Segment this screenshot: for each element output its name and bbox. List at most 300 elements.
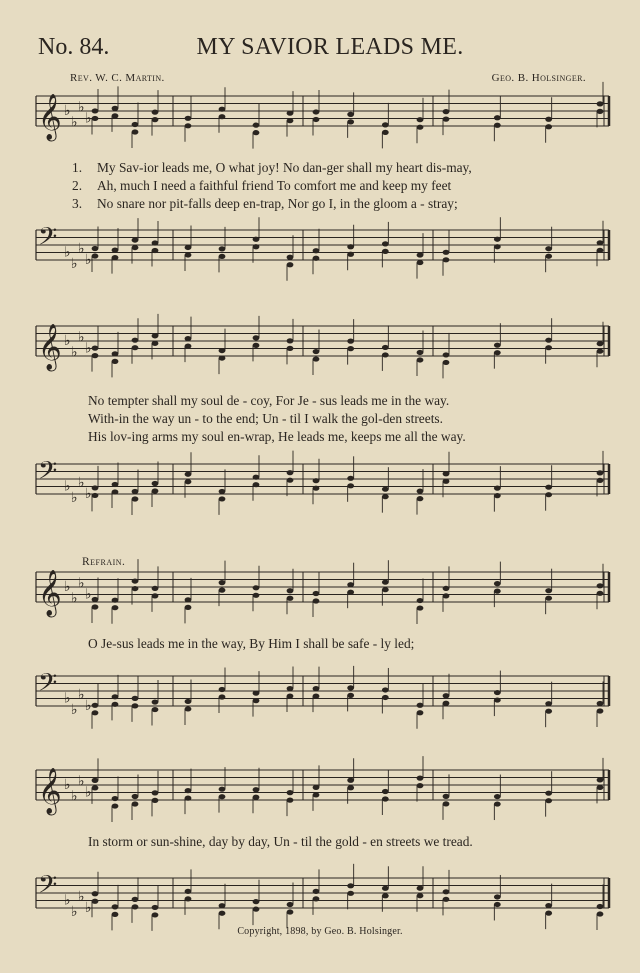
note-head (92, 710, 99, 715)
bass-staff-system-4 (0, 866, 640, 926)
note-head (287, 346, 294, 351)
note-head (382, 580, 389, 585)
note-head (597, 248, 604, 253)
note-head (597, 349, 604, 354)
refrain-line-1: O Je-sus leads me in the way, By Him I shall be safe - ly led; (88, 636, 415, 651)
note-head (347, 112, 354, 117)
note-head (132, 489, 139, 494)
note-head (417, 350, 424, 355)
note-head (219, 588, 226, 593)
note-head (132, 801, 139, 806)
note-head (545, 492, 552, 497)
note-head (494, 123, 501, 128)
note-head (417, 598, 424, 603)
note-head (152, 790, 159, 795)
note-head (185, 796, 192, 801)
treble-staff-system-3 (0, 560, 640, 620)
note-head (152, 707, 159, 712)
note-head (112, 694, 119, 699)
note-head (253, 698, 260, 703)
note-head (545, 791, 552, 796)
note-head (152, 488, 159, 493)
note-head (253, 343, 260, 348)
note-head (253, 475, 260, 480)
note-head (494, 794, 501, 799)
note-head (219, 114, 226, 119)
note-head (112, 803, 119, 808)
note-head (92, 493, 99, 498)
note-head (112, 796, 119, 801)
note-head (597, 470, 604, 475)
note-head (417, 893, 424, 898)
note-head (132, 578, 139, 583)
note-head (313, 896, 320, 901)
note-head (92, 597, 99, 602)
hymn-number: No. 84. (38, 34, 110, 60)
flat-icon: ♭ (71, 255, 78, 272)
note-head (219, 580, 226, 585)
note-head (347, 346, 354, 351)
note-head (545, 701, 552, 706)
note-head (597, 701, 604, 706)
note-head (545, 124, 552, 129)
note-head (443, 794, 450, 799)
note-head (287, 338, 294, 343)
note-head (347, 693, 354, 698)
bass-clef-icon: 𝄢 (38, 668, 58, 704)
note-head (92, 703, 99, 708)
note-head (313, 694, 320, 699)
treble-staff-system-4 (0, 758, 640, 818)
note-head (313, 117, 320, 122)
flat-icon: ♭ (85, 340, 92, 357)
note-head (313, 785, 320, 790)
note-head (152, 117, 159, 122)
note-head (253, 130, 260, 135)
verse-3-line-2: His lov-ing arms my soul en-wrap, He leads me, keeps me all the way. (88, 429, 466, 444)
note-head (597, 911, 604, 916)
note-head (152, 912, 159, 917)
note-head (494, 486, 501, 491)
note-head (382, 789, 389, 794)
note-head (382, 352, 389, 357)
note-head (132, 122, 139, 127)
note-head (132, 586, 139, 591)
note-head (417, 886, 424, 891)
flat-icon: ♭ (85, 486, 92, 502)
note-head (219, 694, 226, 699)
note-head (347, 476, 354, 481)
note-head (185, 116, 192, 121)
note-head (287, 478, 294, 483)
note-head (443, 593, 450, 598)
note-head (382, 695, 389, 700)
note-head (443, 701, 450, 706)
note-head (152, 481, 159, 486)
note-head (443, 352, 450, 357)
note-head (313, 256, 320, 261)
lyricist-credit: Rev. W. C. Martin. (70, 72, 165, 84)
note-head (597, 777, 604, 782)
note-head (443, 360, 450, 365)
bass-staff-system-2 (0, 452, 640, 512)
note-head (313, 598, 320, 603)
flat-icon: ♭ (71, 701, 78, 718)
note-head (347, 582, 354, 587)
bass-clef-icon: 𝄢 (38, 456, 58, 492)
note-head (545, 709, 552, 714)
note-head (185, 336, 192, 341)
note-head (253, 123, 260, 128)
note-head (92, 116, 99, 121)
note-head (382, 587, 389, 592)
note-head (313, 792, 320, 797)
flat-icon: ♭ (78, 240, 85, 257)
note-head (597, 785, 604, 790)
note-head (132, 245, 139, 250)
note-head (112, 904, 119, 909)
copyright-notice: Copyright, 1898, by Geo. B. Holsinger. (237, 926, 403, 937)
verse-3-line-1: No snare nor pit-falls deep en-trap, Nor go I, in the gloom a - stray; (97, 196, 458, 211)
note-head (347, 119, 354, 124)
note-head (287, 596, 294, 601)
note-head (92, 346, 99, 351)
note-head (313, 486, 320, 491)
note-head (132, 904, 139, 909)
note-head (152, 905, 159, 910)
flat-icon: ♭ (85, 698, 92, 714)
note-head (112, 598, 119, 603)
verse-number-3: 3. (72, 196, 83, 211)
note-head (494, 902, 501, 907)
note-head (92, 604, 99, 609)
note-head (132, 897, 139, 902)
note-head (417, 117, 424, 122)
note-head (185, 245, 192, 250)
note-head (219, 496, 226, 501)
hymn-title-text: MY SAVIOR LEADS ME. (196, 34, 464, 60)
note-head (92, 891, 99, 896)
note-head (347, 590, 354, 595)
note-head (152, 110, 159, 115)
treble-clef-icon: 𝄞 (38, 768, 62, 814)
note-head (443, 250, 450, 255)
note-head (185, 252, 192, 257)
note-head (132, 345, 139, 350)
note-head (152, 341, 159, 346)
note-head (545, 117, 552, 122)
note-head (443, 889, 450, 894)
note-head (219, 687, 226, 692)
note-head (545, 596, 552, 601)
note-head (545, 911, 552, 916)
note-head (92, 246, 99, 251)
note-head (347, 339, 354, 344)
flat-icon: ♭ (78, 329, 85, 346)
note-head (185, 605, 192, 610)
note-head (494, 237, 501, 242)
note-head (417, 260, 424, 265)
flat-icon: ♭ (64, 103, 71, 119)
note-head (92, 485, 99, 490)
flat-icon: ♭ (71, 489, 78, 506)
note-head (443, 109, 450, 114)
note-head (287, 693, 294, 698)
note-head (494, 894, 501, 899)
note-head (382, 687, 389, 692)
note-head (92, 353, 99, 358)
note-head (112, 248, 119, 253)
note-head (185, 788, 192, 793)
note-head (112, 605, 119, 610)
flat-icon: ♭ (85, 252, 92, 268)
note-head (185, 597, 192, 602)
note-head (494, 244, 501, 249)
flat-icon: ♭ (78, 773, 85, 790)
note-head (545, 903, 552, 908)
note-head (597, 240, 604, 245)
note-head (382, 886, 389, 891)
refrain-line-2: In storm or sun-shine, day by day, Un - til the gold - en streets we tread. (88, 834, 473, 849)
note-head (443, 693, 450, 698)
note-head (494, 115, 501, 120)
note-head (287, 909, 294, 914)
note-head (443, 257, 450, 262)
note-head (219, 246, 226, 251)
note-head (347, 685, 354, 690)
note-head (287, 588, 294, 593)
note-head (152, 333, 159, 338)
note-head (597, 478, 604, 483)
bass-staff-system-3 (0, 664, 640, 724)
note-head (313, 889, 320, 894)
note-head (219, 348, 226, 353)
note-head (112, 113, 119, 118)
note-head (219, 254, 226, 259)
note-head (313, 356, 320, 361)
verse-number-2: 2. (72, 178, 83, 193)
note-head (253, 244, 260, 249)
flat-icon: ♭ (71, 590, 78, 607)
note-head (597, 341, 604, 346)
note-head (313, 248, 320, 253)
note-head (253, 335, 260, 340)
note-head (287, 262, 294, 267)
note-head (219, 355, 226, 360)
treble-clef-icon: 𝄞 (38, 324, 62, 370)
note-head (112, 489, 119, 494)
note-head (417, 710, 424, 715)
note-head (382, 130, 389, 135)
note-head (545, 254, 552, 259)
note-head (382, 249, 389, 254)
flat-icon: ♭ (64, 333, 71, 349)
flat-icon: ♭ (64, 892, 71, 909)
note-head (347, 891, 354, 896)
note-head (92, 253, 99, 258)
flat-icon: ♭ (78, 686, 85, 703)
verse-1-line-1: My Sav-ior leads me, O what joy! No dan-ger shall my heart dis-may, (97, 160, 472, 175)
note-head (347, 785, 354, 790)
note-head (494, 343, 501, 348)
note-head (287, 118, 294, 123)
verse-number-1: 1. (72, 160, 83, 175)
note-head (597, 591, 604, 596)
treble-clef-icon: 𝄞 (38, 94, 62, 140)
note-head (185, 479, 192, 484)
note-head (597, 583, 604, 588)
note-head (287, 902, 294, 907)
flat-icon: ♭ (64, 690, 71, 707)
note-head (92, 778, 99, 783)
note-head (112, 359, 119, 364)
note-head (132, 794, 139, 799)
note-head (347, 252, 354, 257)
note-head (443, 897, 450, 902)
note-head (443, 801, 450, 806)
note-head (185, 699, 192, 704)
flat-icon: ♭ (64, 777, 71, 793)
note-head (494, 801, 501, 806)
note-head (253, 795, 260, 800)
note-head (545, 338, 552, 343)
note-head (313, 686, 320, 691)
note-head (112, 482, 119, 487)
verse-1-line-2: No tempter shall my soul de - coy, For Je - sus leads me in the way. (88, 393, 450, 408)
note-head (253, 593, 260, 598)
note-head (417, 703, 424, 708)
note-head (417, 357, 424, 362)
note-head (545, 345, 552, 350)
note-head (185, 472, 192, 477)
note-head (112, 912, 119, 917)
note-head (253, 787, 260, 792)
hymn-title (0, 34, 640, 61)
flat-icon: ♭ (78, 99, 85, 116)
note-head (382, 893, 389, 898)
flat-icon: ♭ (71, 344, 78, 361)
note-head (597, 101, 604, 106)
note-head (382, 241, 389, 246)
bass-clef-icon: 𝄢 (38, 222, 58, 258)
note-head (185, 706, 192, 711)
note-head (253, 482, 260, 487)
note-head (313, 109, 320, 114)
note-head (152, 586, 159, 591)
note-head (443, 117, 450, 122)
note-head (597, 109, 604, 114)
note-head (545, 798, 552, 803)
note-head (152, 798, 159, 803)
flat-icon: ♭ (85, 586, 92, 603)
note-head (417, 125, 424, 130)
note-head (287, 686, 294, 691)
note-head (494, 697, 501, 702)
note-head (597, 708, 604, 713)
note-head (152, 240, 159, 245)
treble-clef-icon: 𝄞 (38, 570, 62, 616)
note-head (347, 778, 354, 783)
note-head (132, 496, 139, 501)
note-head (417, 496, 424, 501)
note-head (185, 123, 192, 128)
note-head (219, 911, 226, 916)
note-head (253, 691, 260, 696)
note-head (494, 493, 501, 498)
note-head (287, 470, 294, 475)
refrain-label: Refrain. (82, 556, 126, 568)
flat-icon: ♭ (64, 478, 71, 495)
note-head (382, 345, 389, 350)
composer-credit: Geo. B. Holsinger. (491, 72, 586, 84)
note-head (287, 798, 294, 803)
note-head (92, 785, 99, 790)
verse-2-line-1: Ah, much I need a faithful friend To comfort me and keep my feet (97, 178, 452, 193)
note-head (287, 111, 294, 116)
treble-staff-system-2 (0, 314, 640, 374)
note-head (152, 699, 159, 704)
bass-clef-icon: 𝄢 (38, 870, 58, 906)
bass-staff-system-1 (0, 218, 640, 278)
note-head (313, 478, 320, 483)
note-head (112, 702, 119, 707)
note-head (287, 255, 294, 260)
note-head (132, 338, 139, 343)
note-head (313, 349, 320, 354)
note-head (185, 344, 192, 349)
note-head (347, 244, 354, 249)
note-head (132, 703, 139, 708)
note-head (253, 907, 260, 912)
flat-icon: ♭ (64, 244, 71, 261)
note-head (545, 246, 552, 251)
note-head (382, 494, 389, 499)
note-head (112, 255, 119, 260)
flat-icon: ♭ (71, 788, 78, 805)
flat-icon: ♭ (71, 114, 78, 131)
note-head (417, 776, 424, 781)
note-head (287, 790, 294, 795)
note-head (219, 107, 226, 112)
note-head (494, 350, 501, 355)
note-head (219, 903, 226, 908)
note-head (185, 896, 192, 901)
note-head (112, 106, 119, 111)
note-head (417, 489, 424, 494)
note-head (132, 696, 139, 701)
flat-icon: ♭ (78, 474, 85, 491)
note-head (152, 593, 159, 598)
note-head (417, 252, 424, 257)
flat-icon: ♭ (85, 900, 92, 916)
note-head (132, 237, 139, 242)
note-head (382, 796, 389, 801)
note-head (253, 899, 260, 904)
note-head (382, 487, 389, 492)
note-head (443, 479, 450, 484)
note-head (347, 883, 354, 888)
note-head (417, 605, 424, 610)
note-head (494, 581, 501, 586)
note-head (219, 489, 226, 494)
note-head (253, 237, 260, 242)
note-head (219, 794, 226, 799)
note-head (92, 899, 99, 904)
flat-icon: ♭ (85, 784, 92, 801)
note-head (494, 690, 501, 695)
note-head (313, 591, 320, 596)
note-head (417, 783, 424, 788)
